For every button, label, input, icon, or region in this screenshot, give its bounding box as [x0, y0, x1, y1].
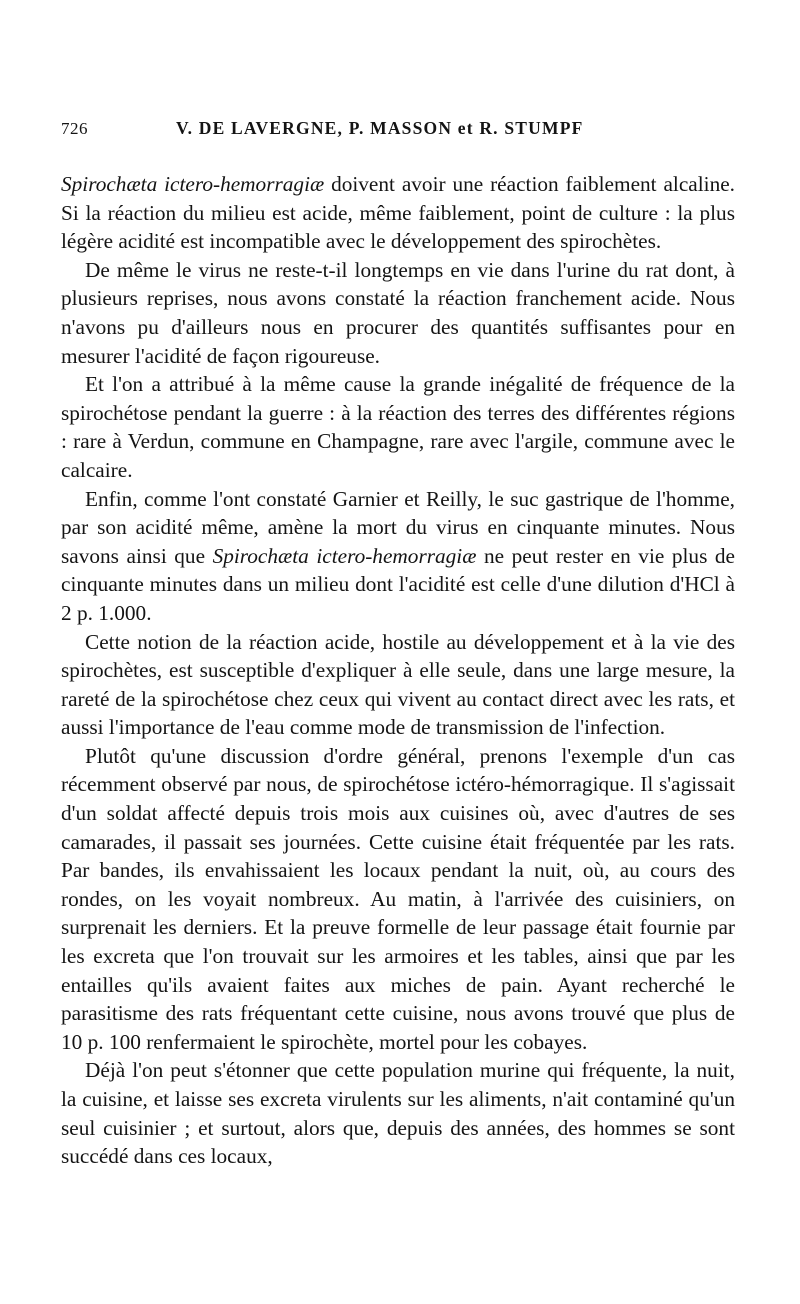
running-head-authors: V. DE LAVERGNE, P. MASSON et R. STUMPF: [176, 118, 584, 138]
page-number: 726: [61, 119, 88, 138]
paragraph-text: Cette notion de la réaction acide, hostile au développement et à la vie des spirochètes, est susceptible d'expliquer à elle seule, dans une large mesure, la rareté de la spirochétose chez ceux qui vivent au contact direct avec les rats, et aussi l'importance de l'eau comme mode de transmission de l'infection.: [61, 629, 735, 740]
italic-term: Spirochæta ictero-hemorragiæ: [212, 543, 477, 568]
paragraph-text: Plutôt qu'une discussion d'ordre général, prenons l'exemple d'un cas récemment observé par nous, de spirochétose ictéro-hémorragique. Il s'agissait d'un soldat affecté depuis trois mois aux cuisines où, avec d'autres de ses camarades, il passait ses journées. Cette cuisine était fréquentée par les rats. Par bandes, ils envahissaient les locaux pendant la nuit, où, au cours des rondes, on les voyait nombreux. Au matin, à l'arrivée des cuisiniers, on surprenait les derniers. Et la preuve formelle de leur passage était fournie par les excreta que l'on trouvait sur les armoires et les tables, ainsi que par les entailles qu'ils avaient faites aux miches de pain. Ayant recherché le parasitisme des rats fréquentant cette cuisine, nous avons trouvé que plus de 10 p. 100 renfermaient le spirochète, mortel pour les cobayes.: [61, 743, 735, 1054]
paragraph-text: De même le virus ne reste-t-il longtemps en vie dans l'urine du rat dont, à plusieurs reprises, nous avons constaté la réaction franchement acide. Nous n'avons pu d'ailleurs nous en procurer des quantités suffisantes pour en mesurer l'acidité de façon rigoureuse.: [61, 257, 735, 368]
paragraph: [61, 1056, 735, 1170]
running-head: [61, 118, 735, 154]
document-page: [61, 118, 735, 1171]
italic-term: Spirochæta ictero-hemorragiæ: [61, 172, 325, 196]
paragraph: [61, 742, 735, 1057]
paragraph: [61, 485, 735, 628]
paragraph-text: Enfin, comme l'ont constaté Garnier et Reilly, le suc gastrique de l'homme, par son acidité même, amène la mort du virus en cinquante minutes. Nous savons ainsi que: [61, 486, 735, 568]
paragraph-text: Déjà l'on peut s'étonner que cette population murine qui fréquente, la nuit, la cuisine, et laisse ses excreta virulents sur les aliments, n'ait contaminé qu'un seul cuisinier ; et surtout, alors que, depuis des années, des hommes se sont succédé dans ces locaux,: [61, 1058, 735, 1169]
paragraph-text: doivent avoir une réaction faiblement alcaline. Si la réaction du milieu est acide, même faiblement, point de culture : la plus légère acidité est incompatible avec le développement des spirochètes.: [61, 172, 735, 254]
body-text: [61, 170, 735, 1171]
paragraph: [61, 628, 735, 742]
paragraph: [61, 170, 735, 256]
paragraph-text: ne peut rester en vie plus de cinquante minutes dans un milieu dont l'acidité est celle d'une dilution d'HCl à 2 p. 1.000.: [61, 543, 735, 625]
paragraph: [61, 370, 735, 484]
paragraph-text: Et l'on a attribué à la même cause la grande inégalité de fréquence de la spirochétose pendant la guerre : à la réaction des terres des différentes régions : rare à Verdun, commune en Champagne, rare avec l'argile, commune avec le calcaire.: [61, 372, 735, 482]
paragraph: [61, 256, 735, 370]
